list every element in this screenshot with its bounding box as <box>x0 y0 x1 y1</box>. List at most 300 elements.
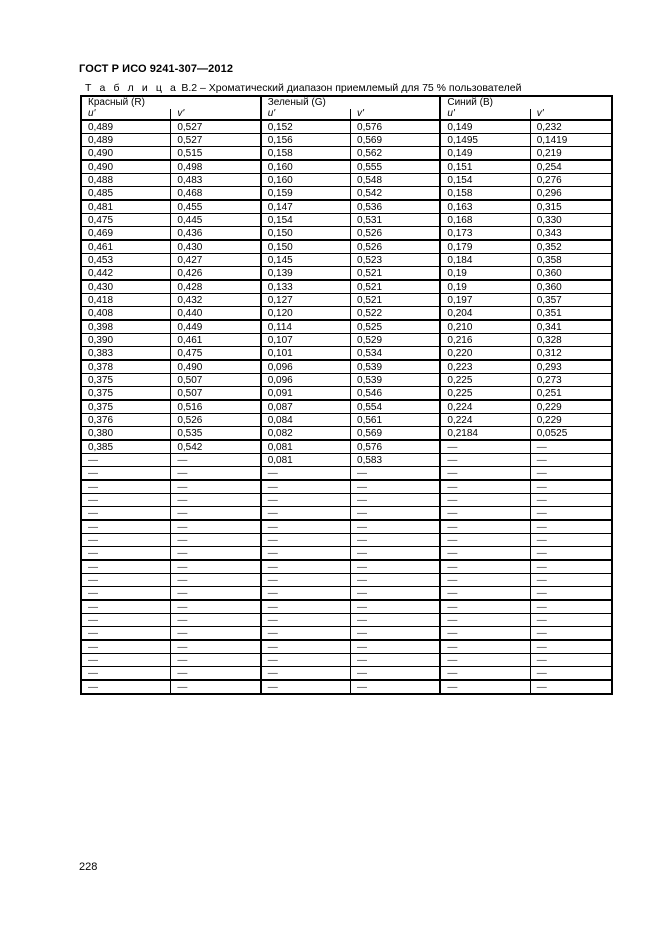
cell-blue-u: 0,151 <box>440 160 530 174</box>
cell-green-u: — <box>261 494 351 507</box>
cell-red-v: — <box>171 600 261 614</box>
cell-green-u: 0,081 <box>261 454 351 467</box>
subheader-red-v: v' <box>171 109 261 120</box>
cell-red-u: — <box>81 507 171 521</box>
cell-blue-v: — <box>530 507 612 521</box>
cell-red-u: — <box>81 640 171 654</box>
cell-green-v: 0,546 <box>351 387 441 401</box>
cell-blue-u: 0,2184 <box>440 427 530 441</box>
cell-green-u: — <box>261 480 351 494</box>
cell-green-u: 0,160 <box>261 160 351 174</box>
table-row <box>81 574 612 587</box>
cell-red-v: 0,428 <box>171 280 261 294</box>
cell-green-u: 0,101 <box>261 347 351 361</box>
cell-blue-u: 0,184 <box>440 254 530 267</box>
table-row <box>81 427 612 441</box>
cell-blue-u: 0,197 <box>440 294 530 307</box>
cell-blue-u: — <box>440 614 530 627</box>
cell-red-u: 0,489 <box>81 134 171 147</box>
cell-green-u: 0,127 <box>261 294 351 307</box>
cell-red-v: — <box>171 667 261 681</box>
table-row <box>81 227 612 241</box>
document-standard-title: ГОСТ Р ИСО 9241-307—2012 <box>79 63 234 75</box>
cell-green-v: 0,576 <box>351 120 441 134</box>
table-row <box>81 214 612 227</box>
cell-green-v: 0,521 <box>351 267 441 281</box>
cell-red-u: — <box>81 600 171 614</box>
cell-blue-u: — <box>440 667 530 681</box>
cell-blue-v: — <box>530 534 612 547</box>
cell-red-v: — <box>171 547 261 561</box>
cell-green-v: 0,583 <box>351 454 441 467</box>
cell-blue-u: 0,1495 <box>440 134 530 147</box>
subheader-green-u: u' <box>261 109 351 120</box>
cell-red-v: 0,455 <box>171 200 261 214</box>
cell-green-u: 0,096 <box>261 374 351 387</box>
table-row <box>81 360 612 374</box>
cell-red-u: — <box>81 627 171 641</box>
cell-blue-u: 0,220 <box>440 347 530 361</box>
cell-red-u: 0,418 <box>81 294 171 307</box>
cell-red-v: — <box>171 467 261 481</box>
cell-blue-v: — <box>530 520 612 534</box>
table-row <box>81 600 612 614</box>
cell-green-u: 0,114 <box>261 320 351 334</box>
group-header-blue: Синий (B) <box>440 96 612 109</box>
cell-green-u: — <box>261 467 351 481</box>
cell-green-v: — <box>351 560 441 574</box>
cell-blue-v: 0,341 <box>530 320 612 334</box>
cell-blue-v: — <box>530 667 612 681</box>
cell-red-v: 0,542 <box>171 440 261 454</box>
cell-blue-v: 0,360 <box>530 280 612 294</box>
cell-blue-u: — <box>440 454 530 467</box>
cell-red-u: — <box>81 467 171 481</box>
cell-red-u: — <box>81 667 171 681</box>
cell-blue-v: — <box>530 600 612 614</box>
cell-red-u: — <box>81 654 171 667</box>
table-row <box>81 520 612 534</box>
cell-red-u: 0,385 <box>81 440 171 454</box>
cell-green-u: — <box>261 520 351 534</box>
table-caption <box>85 82 521 94</box>
cell-blue-v: — <box>530 640 612 654</box>
table-row <box>81 307 612 321</box>
cell-blue-u: 0,154 <box>440 174 530 187</box>
group-header-green: Зеленый (G) <box>261 96 441 109</box>
cell-green-u: 0,139 <box>261 267 351 281</box>
table-row <box>81 627 612 641</box>
cell-green-u: — <box>261 587 351 601</box>
cell-blue-v: — <box>530 454 612 467</box>
table-row <box>81 400 612 414</box>
cell-blue-u: — <box>440 680 530 694</box>
table-row <box>81 640 612 654</box>
cell-green-u: 0,147 <box>261 200 351 214</box>
table-row <box>81 560 612 574</box>
cell-green-u: 0,156 <box>261 134 351 147</box>
cell-blue-v: 0,219 <box>530 147 612 161</box>
cell-blue-v: 0,276 <box>530 174 612 187</box>
cell-red-u: 0,383 <box>81 347 171 361</box>
cell-green-v: — <box>351 547 441 561</box>
subheader-blue-u: u' <box>440 109 530 120</box>
cell-blue-u: 0,210 <box>440 320 530 334</box>
cell-red-v: 0,445 <box>171 214 261 227</box>
cell-green-v: 0,542 <box>351 187 441 201</box>
cell-green-v: — <box>351 467 441 481</box>
table-row <box>81 454 612 467</box>
cell-green-u: — <box>261 680 351 694</box>
cell-blue-v: 0,229 <box>530 414 612 427</box>
cell-red-v: — <box>171 680 261 694</box>
cell-red-u: — <box>81 480 171 494</box>
cell-red-v: 0,535 <box>171 427 261 441</box>
cell-red-v: 0,440 <box>171 307 261 321</box>
cell-green-u: 0,150 <box>261 227 351 241</box>
cell-red-u: 0,398 <box>81 320 171 334</box>
cell-green-u: — <box>261 640 351 654</box>
cell-red-v: 0,468 <box>171 187 261 201</box>
cell-blue-u: — <box>440 627 530 641</box>
table-row <box>81 614 612 627</box>
cell-red-u: 0,380 <box>81 427 171 441</box>
cell-green-v: 0,525 <box>351 320 441 334</box>
cell-green-v: — <box>351 600 441 614</box>
table-group-header-row <box>81 96 612 109</box>
cell-green-u: — <box>261 534 351 547</box>
cell-blue-u: 0,179 <box>440 240 530 254</box>
cell-red-u: 0,375 <box>81 400 171 414</box>
table-subheader-row <box>81 109 612 120</box>
table-row <box>81 280 612 294</box>
cell-red-u: — <box>81 587 171 601</box>
table-row <box>81 267 612 281</box>
cell-red-u: 0,488 <box>81 174 171 187</box>
table-body <box>81 120 612 694</box>
cell-red-v: 0,475 <box>171 347 261 361</box>
cell-blue-u: — <box>440 534 530 547</box>
cell-red-u: — <box>81 680 171 694</box>
cell-green-v: — <box>351 480 441 494</box>
table-row <box>81 440 612 454</box>
cell-green-u: — <box>261 547 351 561</box>
cell-green-v: — <box>351 640 441 654</box>
cell-blue-v: — <box>530 680 612 694</box>
cell-green-v: 0,523 <box>351 254 441 267</box>
cell-blue-v: — <box>530 440 612 454</box>
cell-green-u: — <box>261 507 351 521</box>
cell-green-v: — <box>351 587 441 601</box>
cell-red-u: 0,390 <box>81 334 171 347</box>
cell-green-v: 0,548 <box>351 174 441 187</box>
cell-green-v: — <box>351 574 441 587</box>
cell-green-u: — <box>261 627 351 641</box>
cell-green-v: — <box>351 667 441 681</box>
cell-red-u: — <box>81 574 171 587</box>
cell-red-v: 0,483 <box>171 174 261 187</box>
cell-green-v: 0,569 <box>351 134 441 147</box>
table-caption-text: B.2 – Хроматический диапазон приемлемый для 75 % пользователей <box>178 82 522 94</box>
cell-blue-v: 0,1419 <box>530 134 612 147</box>
cell-red-v: — <box>171 454 261 467</box>
cell-blue-u: 0,168 <box>440 214 530 227</box>
cell-blue-u: 0,225 <box>440 387 530 401</box>
table-row <box>81 320 612 334</box>
cell-blue-v: 0,254 <box>530 160 612 174</box>
cell-blue-u: 0,223 <box>440 360 530 374</box>
table-row <box>81 494 612 507</box>
cell-red-u: 0,375 <box>81 387 171 401</box>
cell-green-v: — <box>351 494 441 507</box>
cell-green-v: 0,529 <box>351 334 441 347</box>
cell-green-v: 0,521 <box>351 294 441 307</box>
cell-red-v: 0,498 <box>171 160 261 174</box>
cell-red-u: 0,376 <box>81 414 171 427</box>
cell-blue-u: 0,163 <box>440 200 530 214</box>
cell-red-u: 0,453 <box>81 254 171 267</box>
cell-red-u: — <box>81 534 171 547</box>
cell-red-u: — <box>81 614 171 627</box>
cell-green-v: 0,536 <box>351 200 441 214</box>
cell-blue-v: — <box>530 547 612 561</box>
cell-red-u: 0,408 <box>81 307 171 321</box>
cell-red-u: — <box>81 560 171 574</box>
cell-red-v: 0,527 <box>171 120 261 134</box>
cell-red-u: 0,490 <box>81 160 171 174</box>
cell-green-v: — <box>351 627 441 641</box>
cell-green-v: 0,534 <box>351 347 441 361</box>
cell-blue-v: 0,315 <box>530 200 612 214</box>
cell-red-v: — <box>171 507 261 521</box>
cell-red-u: 0,469 <box>81 227 171 241</box>
cell-blue-u: 0,19 <box>440 280 530 294</box>
cell-green-u: 0,096 <box>261 360 351 374</box>
table-row <box>81 200 612 214</box>
chromaticity-table <box>80 95 613 695</box>
cell-red-v: 0,461 <box>171 334 261 347</box>
cell-green-u: 0,087 <box>261 400 351 414</box>
cell-blue-v: — <box>530 587 612 601</box>
cell-green-u: 0,158 <box>261 147 351 161</box>
cell-green-v: 0,526 <box>351 240 441 254</box>
cell-red-u: 0,442 <box>81 267 171 281</box>
table-row <box>81 374 612 387</box>
cell-blue-v: 0,251 <box>530 387 612 401</box>
table-row <box>81 507 612 521</box>
cell-red-u: 0,481 <box>81 200 171 214</box>
cell-green-u: — <box>261 574 351 587</box>
cell-blue-u: — <box>440 640 530 654</box>
cell-red-u: 0,490 <box>81 147 171 161</box>
cell-blue-v: — <box>530 494 612 507</box>
cell-red-v: 0,430 <box>171 240 261 254</box>
cell-red-v: 0,515 <box>171 147 261 161</box>
cell-green-u: 0,159 <box>261 187 351 201</box>
cell-blue-u: — <box>440 467 530 481</box>
cell-red-u: 0,485 <box>81 187 171 201</box>
cell-red-v: — <box>171 480 261 494</box>
cell-red-v: 0,526 <box>171 414 261 427</box>
cell-red-v: 0,432 <box>171 294 261 307</box>
cell-red-u: — <box>81 454 171 467</box>
cell-green-v: — <box>351 614 441 627</box>
cell-blue-u: — <box>440 574 530 587</box>
cell-red-u: — <box>81 494 171 507</box>
cell-red-u: 0,378 <box>81 360 171 374</box>
cell-red-v: 0,426 <box>171 267 261 281</box>
cell-red-v: 0,527 <box>171 134 261 147</box>
cell-green-v: 0,522 <box>351 307 441 321</box>
cell-red-v: 0,516 <box>171 400 261 414</box>
cell-red-v: 0,507 <box>171 374 261 387</box>
cell-green-u: 0,133 <box>261 280 351 294</box>
table-row <box>81 334 612 347</box>
cell-blue-u: 0,224 <box>440 400 530 414</box>
cell-green-v: 0,569 <box>351 427 441 441</box>
cell-blue-u: 0,158 <box>440 187 530 201</box>
cell-red-v: — <box>171 587 261 601</box>
cell-green-v: 0,539 <box>351 360 441 374</box>
cell-red-u: 0,461 <box>81 240 171 254</box>
cell-blue-v: 0,229 <box>530 400 612 414</box>
table-row <box>81 160 612 174</box>
cell-blue-v: 0,352 <box>530 240 612 254</box>
table-row <box>81 147 612 161</box>
table-row <box>81 174 612 187</box>
cell-blue-u: — <box>440 520 530 534</box>
subheader-green-v: v' <box>351 109 441 120</box>
cell-green-v: 0,526 <box>351 227 441 241</box>
cell-green-u: 0,152 <box>261 120 351 134</box>
cell-green-u: 0,154 <box>261 214 351 227</box>
subheader-red-u: u' <box>81 109 171 120</box>
cell-green-u: — <box>261 560 351 574</box>
cell-green-v: 0,521 <box>351 280 441 294</box>
cell-blue-v: — <box>530 467 612 481</box>
cell-blue-v: — <box>530 627 612 641</box>
cell-green-v: 0,531 <box>351 214 441 227</box>
cell-red-v: — <box>171 614 261 627</box>
cell-blue-v: 0,358 <box>530 254 612 267</box>
cell-blue-u: 0,216 <box>440 334 530 347</box>
table-row <box>81 240 612 254</box>
table-row <box>81 480 612 494</box>
cell-blue-u: 0,149 <box>440 147 530 161</box>
page-number: 228 <box>79 861 98 873</box>
cell-green-u: 0,107 <box>261 334 351 347</box>
cell-green-v: 0,562 <box>351 147 441 161</box>
cell-blue-v: 0,312 <box>530 347 612 361</box>
cell-green-u: — <box>261 614 351 627</box>
cell-blue-v: — <box>530 574 612 587</box>
cell-green-u: — <box>261 667 351 681</box>
cell-blue-u: — <box>440 494 530 507</box>
cell-red-v: 0,436 <box>171 227 261 241</box>
cell-red-u: 0,430 <box>81 280 171 294</box>
cell-blue-u: — <box>440 440 530 454</box>
cell-green-u: 0,081 <box>261 440 351 454</box>
table-row <box>81 534 612 547</box>
table-row <box>81 467 612 481</box>
cell-red-v: 0,490 <box>171 360 261 374</box>
cell-blue-v: 0,296 <box>530 187 612 201</box>
cell-blue-u: — <box>440 480 530 494</box>
cell-red-v: — <box>171 654 261 667</box>
cell-blue-u: 0,224 <box>440 414 530 427</box>
cell-green-u: 0,145 <box>261 254 351 267</box>
cell-blue-u: 0,173 <box>440 227 530 241</box>
cell-red-v: — <box>171 534 261 547</box>
cell-green-v: — <box>351 520 441 534</box>
cell-blue-v: — <box>530 480 612 494</box>
table-row <box>81 414 612 427</box>
table-row <box>81 294 612 307</box>
cell-green-v: 0,555 <box>351 160 441 174</box>
subheader-blue-v: v' <box>530 109 612 120</box>
cell-blue-v: — <box>530 614 612 627</box>
cell-blue-v: 0,360 <box>530 267 612 281</box>
cell-green-v: — <box>351 507 441 521</box>
cell-red-v: 0,507 <box>171 387 261 401</box>
cell-green-v: 0,561 <box>351 414 441 427</box>
cell-blue-v: 0,273 <box>530 374 612 387</box>
table-row <box>81 587 612 601</box>
cell-red-u: 0,375 <box>81 374 171 387</box>
cell-blue-v: 0,293 <box>530 360 612 374</box>
cell-green-u: 0,150 <box>261 240 351 254</box>
cell-green-u: 0,120 <box>261 307 351 321</box>
table-row <box>81 667 612 681</box>
cell-green-u: 0,091 <box>261 387 351 401</box>
table-row <box>81 347 612 361</box>
table-row <box>81 187 612 201</box>
table-row <box>81 134 612 147</box>
cell-red-v: — <box>171 627 261 641</box>
cell-blue-v: 0,0525 <box>530 427 612 441</box>
cell-green-v: 0,576 <box>351 440 441 454</box>
cell-red-u: — <box>81 547 171 561</box>
cell-green-v: 0,554 <box>351 400 441 414</box>
cell-red-v: 0,427 <box>171 254 261 267</box>
cell-red-v: — <box>171 494 261 507</box>
cell-red-v: — <box>171 560 261 574</box>
cell-blue-u: 0,204 <box>440 307 530 321</box>
cell-blue-u: 0,225 <box>440 374 530 387</box>
cell-blue-v: 0,357 <box>530 294 612 307</box>
cell-blue-v: 0,232 <box>530 120 612 134</box>
cell-red-v: — <box>171 520 261 534</box>
cell-blue-v: 0,328 <box>530 334 612 347</box>
cell-blue-v: — <box>530 654 612 667</box>
table-row <box>81 254 612 267</box>
cell-green-u: 0,160 <box>261 174 351 187</box>
cell-red-v: — <box>171 574 261 587</box>
cell-green-v: — <box>351 680 441 694</box>
cell-red-v: 0,449 <box>171 320 261 334</box>
cell-red-u: — <box>81 520 171 534</box>
cell-blue-v: 0,351 <box>530 307 612 321</box>
cell-blue-u: — <box>440 507 530 521</box>
cell-blue-u: — <box>440 587 530 601</box>
cell-blue-u: 0,149 <box>440 120 530 134</box>
cell-blue-v: 0,343 <box>530 227 612 241</box>
table-row <box>81 547 612 561</box>
cell-red-u: 0,475 <box>81 214 171 227</box>
cell-green-v: 0,539 <box>351 374 441 387</box>
cell-red-u: 0,489 <box>81 120 171 134</box>
cell-green-v: — <box>351 534 441 547</box>
